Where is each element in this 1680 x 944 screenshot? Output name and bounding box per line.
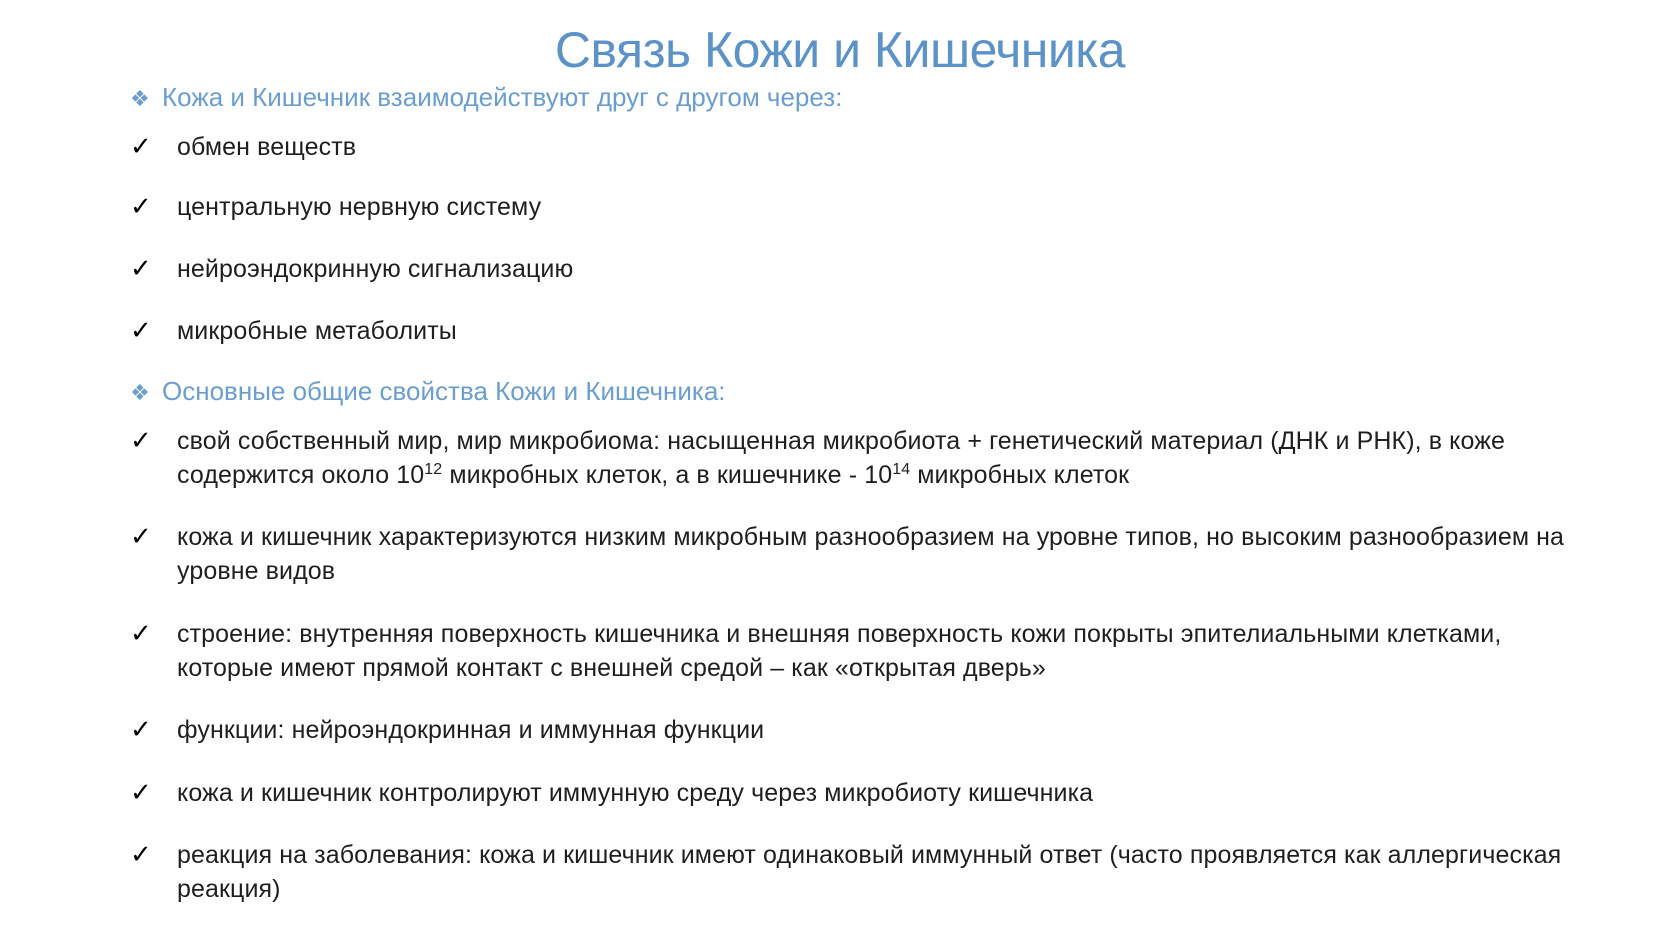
section-heading-text: Основные общие свойства Кожи и Кишечника: <box>162 376 726 406</box>
checkmark-icon: ✓ <box>130 192 152 222</box>
list-item <box>130 713 1570 747</box>
list-item <box>130 424 1570 492</box>
list-item-text: кожа и кишечник контролируют иммунную среду через микробиоту кишечника <box>177 779 1094 807</box>
exponent: 14 <box>892 461 911 478</box>
slide-title: Связь Кожи и Кишечника <box>554 22 1126 78</box>
list-item-text: свой собственный мир, мир микробиома: насыщенная микробиота + генетический материал (ДНК и РНК), в коже содержится около $10^{12}$ микробных клеток, а в кишечнике - $10^{14}$ микробных клеток <box>177 427 1506 489</box>
list-item <box>130 252 1570 286</box>
checkmark-icon: ✓ <box>130 522 152 552</box>
list-item <box>130 130 1570 164</box>
checkmark-icon: ✓ <box>130 840 152 870</box>
section-heading-properties <box>130 374 726 408</box>
list-item <box>130 617 1570 685</box>
checkmark-icon: ✓ <box>130 254 152 284</box>
list-item-text: нейроэндокринную сигнализацию <box>177 255 574 283</box>
exponent: 12 <box>424 461 443 478</box>
list-item-text: строение: внутренняя поверхность кишечника и внешняя поверхность кожи покрыты эпителиальными клетками, которые имеют прямой контакт с внешней средой – как «открытая дверь» <box>177 620 1502 682</box>
checkmark-icon: ✓ <box>130 132 152 162</box>
checkmark-icon: ✓ <box>130 316 152 346</box>
checkmark-icon: ✓ <box>130 619 152 649</box>
diamond-bullet-icon: ❖ <box>130 86 150 111</box>
list-item <box>130 314 1570 348</box>
list-item-text: центральную нервную систему <box>177 193 542 221</box>
list-item-text: кожа и кишечник характеризуются низким микробным разнообразием на уровне типов, но высоким разнообразием на уровне видов <box>177 523 1565 585</box>
list-item-text: реакция на заболевания: кожа и кишечник имеют одинаковый иммунный ответ (часто проявляется как аллергическая реакция) <box>177 841 1562 903</box>
list-item <box>130 520 1570 588</box>
list-item <box>130 776 1570 810</box>
section-heading-text: Кожа и Кишечник взаимодействуют друг с другом через: <box>162 82 843 112</box>
checkmark-icon: ✓ <box>130 778 152 808</box>
diamond-bullet-icon: ❖ <box>130 380 150 405</box>
list-item-text: обмен веществ <box>177 133 357 161</box>
checkmark-icon: ✓ <box>130 426 152 456</box>
list-item-text: микробные метаболиты <box>177 317 457 345</box>
list-item <box>130 190 1570 224</box>
checkmark-icon: ✓ <box>130 715 152 745</box>
list-item-text: функции: нейроэндокринная и иммунная функции <box>177 716 765 744</box>
list-item <box>130 838 1570 906</box>
section-heading-interaction <box>130 80 842 114</box>
